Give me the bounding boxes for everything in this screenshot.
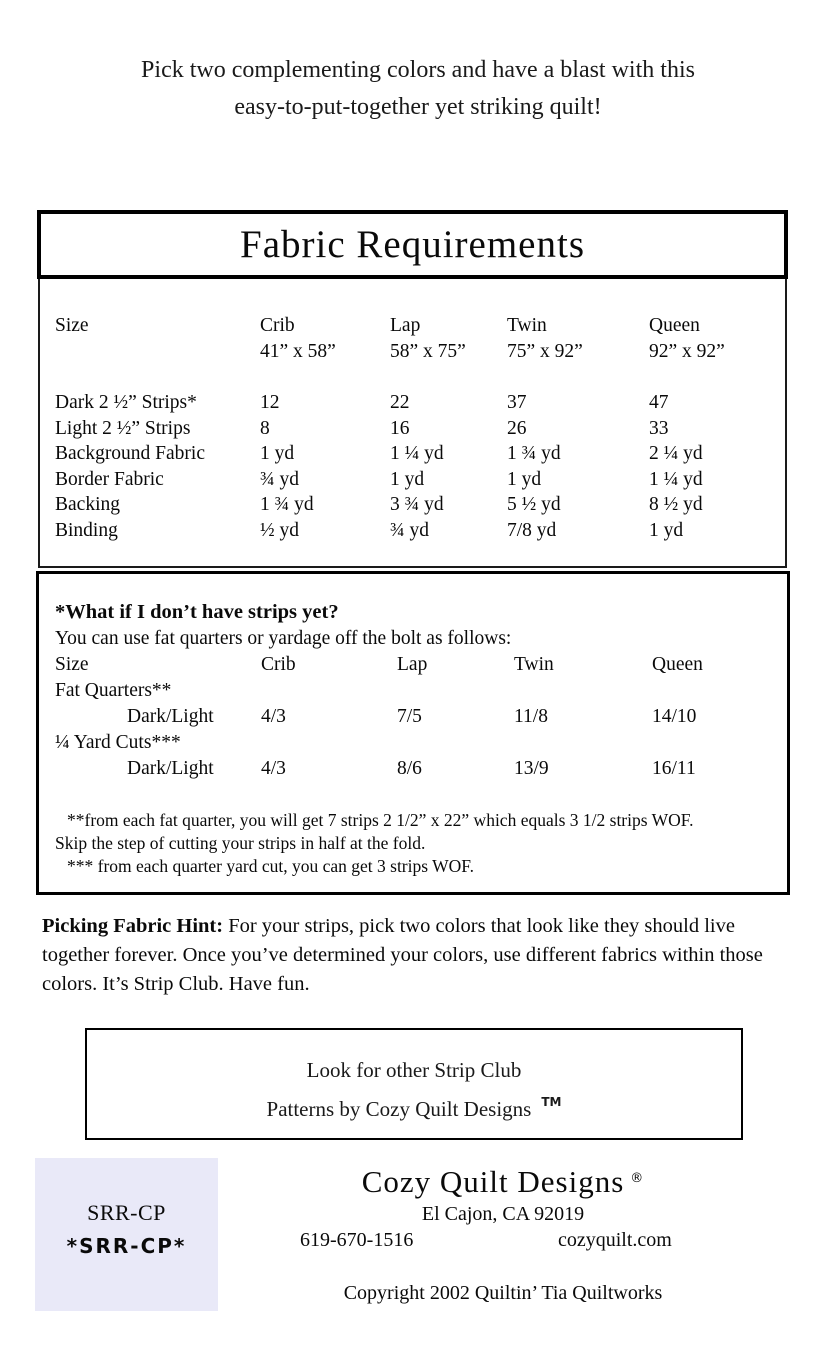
row-label: Dark 2 ½” Strips*: [55, 392, 197, 413]
brand-block: [170, 1160, 836, 1227]
footnotes: [55, 809, 773, 878]
promo-box: [85, 1028, 743, 1140]
col-queen: Queen: [652, 654, 703, 675]
table-row: [55, 518, 785, 544]
col-queen: Queen: [649, 315, 700, 336]
cell: 33: [649, 417, 669, 439]
footnote-3: *** from each quarter yard cut, you can get 3 strips WOF.: [67, 856, 474, 876]
cell: ¾ yd: [390, 519, 429, 541]
table-header-row: [55, 313, 785, 339]
col-lap: Lap: [390, 315, 421, 336]
cell: 8/6: [397, 758, 422, 779]
row-label: Background Fabric: [55, 443, 206, 464]
promo-line-2: [87, 1086, 741, 1125]
group-label: ¼ Yard Cuts***: [55, 732, 181, 753]
promo-line-1: Look for other Strip Club: [306, 1058, 522, 1082]
cell: 16: [390, 417, 410, 439]
dim-crib: 41” x 58”: [260, 340, 336, 362]
pattern-code-barcode: *SRR-CP*: [66, 1234, 187, 1258]
dim-queen: 92” x 92”: [649, 340, 725, 362]
cell: 7/8 yd: [507, 519, 557, 541]
cell: 2 ¼ yd: [649, 443, 703, 464]
col-twin: Twin: [514, 654, 554, 675]
row-label: Backing: [55, 494, 120, 515]
brand-address: El Cajon, CA 92019: [421, 1203, 585, 1225]
cell: 3 ¾ yd: [390, 494, 444, 515]
col-crib: Crib: [260, 315, 295, 336]
col-lap: Lap: [397, 654, 428, 675]
cell: 8 ½ yd: [649, 494, 703, 515]
fabric-requirements-title-box: [37, 210, 788, 279]
strips-table-header-row: [55, 652, 773, 678]
hint-text: For your strips, pick two colors that look like they should live together forever. Once you’ve determined your colors, use different fabrics within those colors. It’s Strip Club. Have fun.: [42, 915, 763, 995]
strips-note-intro: You can use fat quarters or yardage off the bolt as follows:: [55, 628, 512, 649]
cell: 1 ¼ yd: [649, 468, 703, 490]
dim-twin: 75” x 92”: [507, 340, 583, 362]
cell: ½ yd: [260, 519, 299, 541]
cell: 4/3: [261, 758, 286, 779]
cell: 1 yd: [507, 468, 542, 490]
intro-text: [0, 52, 836, 126]
footnote-2: Skip the step of cutting your strips in half at the fold.: [55, 833, 426, 853]
group-values-row: [55, 756, 773, 782]
copyright: Copyright 2002 Quiltin’ Tia Quiltworks: [343, 1282, 663, 1304]
sub-label: Dark/Light: [127, 706, 214, 727]
table-row: [55, 416, 785, 442]
intro-line-1: Pick two complementing colors and have a blast with this: [141, 57, 695, 83]
cell: 1 yd: [260, 443, 295, 464]
cell: 5 ½ yd: [507, 494, 561, 515]
cell: 11/8: [514, 706, 548, 727]
pattern-code: SRR-CP: [87, 1200, 166, 1225]
cell: 4/3: [261, 706, 286, 727]
cell: 13/9: [514, 758, 549, 779]
table-row: [55, 390, 785, 416]
table-dimensions-row: [55, 339, 785, 365]
table-row: [55, 492, 785, 518]
table-row: [55, 441, 785, 467]
cell: 37: [507, 392, 527, 413]
cell: 12: [260, 392, 280, 413]
fabric-requirements-table: [38, 279, 787, 568]
footnote-1: **from each fat quarter, you will get 7 strips 2 1/2” x 22” which equals 3 1/2 strips WOF.: [67, 810, 694, 830]
sub-label: Dark/Light: [127, 758, 214, 779]
cell: 47: [649, 392, 669, 413]
picking-fabric-hint: [42, 912, 798, 999]
cell: 1 ¾ yd: [260, 494, 314, 515]
cell: 22: [390, 392, 410, 413]
col-size: Size: [55, 654, 89, 675]
cell: 1 ¼ yd: [390, 443, 444, 464]
promo-line-2-text: Patterns by Cozy Quilt Designs: [266, 1097, 532, 1121]
intro-line-2: easy-to-put-together yet striking quilt!: [234, 94, 602, 120]
dim-lap: 58” x 75”: [390, 340, 466, 362]
cell: 1 ¾ yd: [507, 443, 561, 464]
website: cozyquilt.com: [558, 1229, 672, 1251]
group-values-row: [55, 704, 773, 730]
cell: 8: [260, 417, 270, 439]
strips-note-box: [36, 571, 790, 895]
cell: 16/11: [652, 758, 696, 779]
trademark-symbol: TM: [541, 1095, 562, 1109]
cell: ¾ yd: [260, 468, 299, 490]
brand-name-text: Cozy Quilt Designs: [361, 1164, 625, 1199]
registered-symbol: ®: [630, 1171, 645, 1186]
cell: 1 yd: [649, 519, 684, 541]
group-label: Fat Quarters**: [55, 680, 172, 701]
cell: 7/5: [397, 706, 422, 727]
col-crib: Crib: [261, 654, 296, 675]
cell: 26: [507, 417, 527, 439]
hint-label: Picking Fabric Hint:: [42, 915, 224, 937]
row-label: Light 2 ½” Strips: [55, 417, 191, 439]
row-label: Border Fabric: [55, 468, 164, 490]
dim-empty: [55, 339, 260, 365]
brand-name: [170, 1160, 836, 1201]
fabric-requirements-title: Fabric Requirements: [240, 223, 585, 266]
col-size: Size: [55, 315, 89, 336]
row-label: Binding: [55, 519, 118, 541]
cell: 14/10: [652, 706, 697, 727]
table-row: [55, 467, 785, 493]
col-twin: Twin: [507, 315, 547, 336]
phone-number: 619-670-1516: [300, 1229, 414, 1251]
cell: 1 yd: [390, 468, 425, 490]
strips-note-heading: *What if I don’t have strips yet?: [55, 601, 339, 623]
